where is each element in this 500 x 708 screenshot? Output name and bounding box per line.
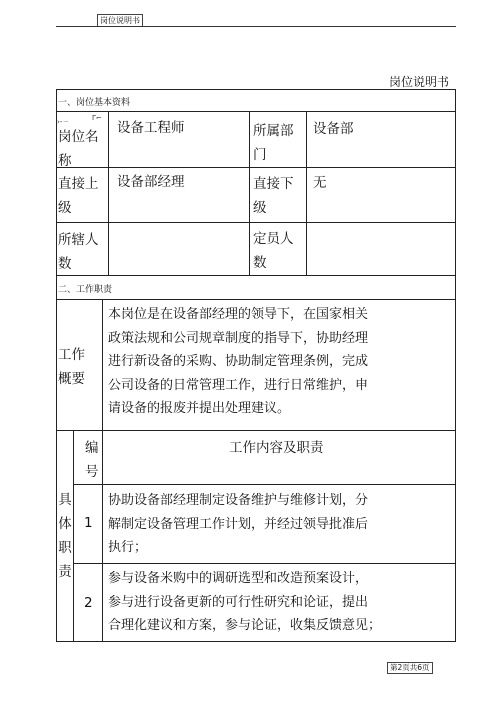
overview-line: 进行新设备的采购、协助制定管理条例，完成 xyxy=(108,354,369,369)
overview-line: 本岗位是在设备部经理的领导下，在国家相关 xyxy=(108,307,369,322)
row-marker: Γ⌐ xyxy=(92,114,102,122)
subordinate-value: 无 xyxy=(313,175,327,191)
overview-line: 请设备的报废并提出处理建议。 xyxy=(108,401,291,416)
overview-line: 政策法规和公司规章制度的指导下，协助经理 xyxy=(108,330,369,346)
duty-line: 合理化建议和方案，参与论证，收集反馈意见； xyxy=(108,618,382,633)
duties-side-char: 具 xyxy=(58,492,72,508)
staff-quota-label: 定员人数 xyxy=(253,231,294,271)
document-title: 岗位说明书 xyxy=(389,75,450,89)
duty-number: 2 xyxy=(84,595,93,611)
duty-item xyxy=(108,567,458,638)
header-tag: 岗位说明书 xyxy=(97,14,143,27)
duty-line: 解制定设备管理工作计划，并经过领导批准后 xyxy=(108,516,369,532)
duty-item xyxy=(108,489,454,560)
section-duties-title: 二、工作职责 xyxy=(58,285,113,295)
duty-number: 1 xyxy=(84,515,93,531)
post-name-label: 岗位名称 xyxy=(58,129,99,167)
overview-text xyxy=(108,303,454,421)
subordinate-label: 直接下级 xyxy=(253,176,294,216)
overview-label: 工作概要 xyxy=(58,347,85,387)
num-managed-label: 所辖人数 xyxy=(58,232,99,272)
overview-line: 公司设备的日常管理工作，进行日常维护，申 xyxy=(108,377,369,393)
dept-label: 所属部门 xyxy=(253,123,294,163)
header-rule xyxy=(56,26,456,27)
duties-col-no: 编号 xyxy=(85,440,99,480)
superior-label: 直接上级 xyxy=(58,176,99,216)
duty-line: 参与设备米购中的调研选型和改造预案设计， xyxy=(108,571,369,586)
duty-line: 参与进行设备更新的可行性研究和论证，提出 xyxy=(108,594,369,610)
duties-side-char: 职 xyxy=(58,540,72,556)
superior-value: 设备部经理 xyxy=(117,174,185,190)
duty-line: 执行； xyxy=(108,540,148,555)
dept-value: 设备部 xyxy=(313,121,354,137)
page-number: 第2页共6页 xyxy=(387,662,433,674)
duties-side-label xyxy=(58,488,72,584)
duties-side-char: 体 xyxy=(58,516,72,532)
duties-side-char: 责 xyxy=(58,564,72,580)
post-name-value: 设备工程师 xyxy=(117,120,185,136)
duty-line: 协助设备部经理制定设备维护与维修计划，分 xyxy=(108,493,369,508)
duties-col-content: 工作内容及职责 xyxy=(229,440,324,456)
row-marker: ›-ㄧ xyxy=(57,118,70,126)
section-basic-title: 一、岗位基本资料 xyxy=(58,98,131,108)
